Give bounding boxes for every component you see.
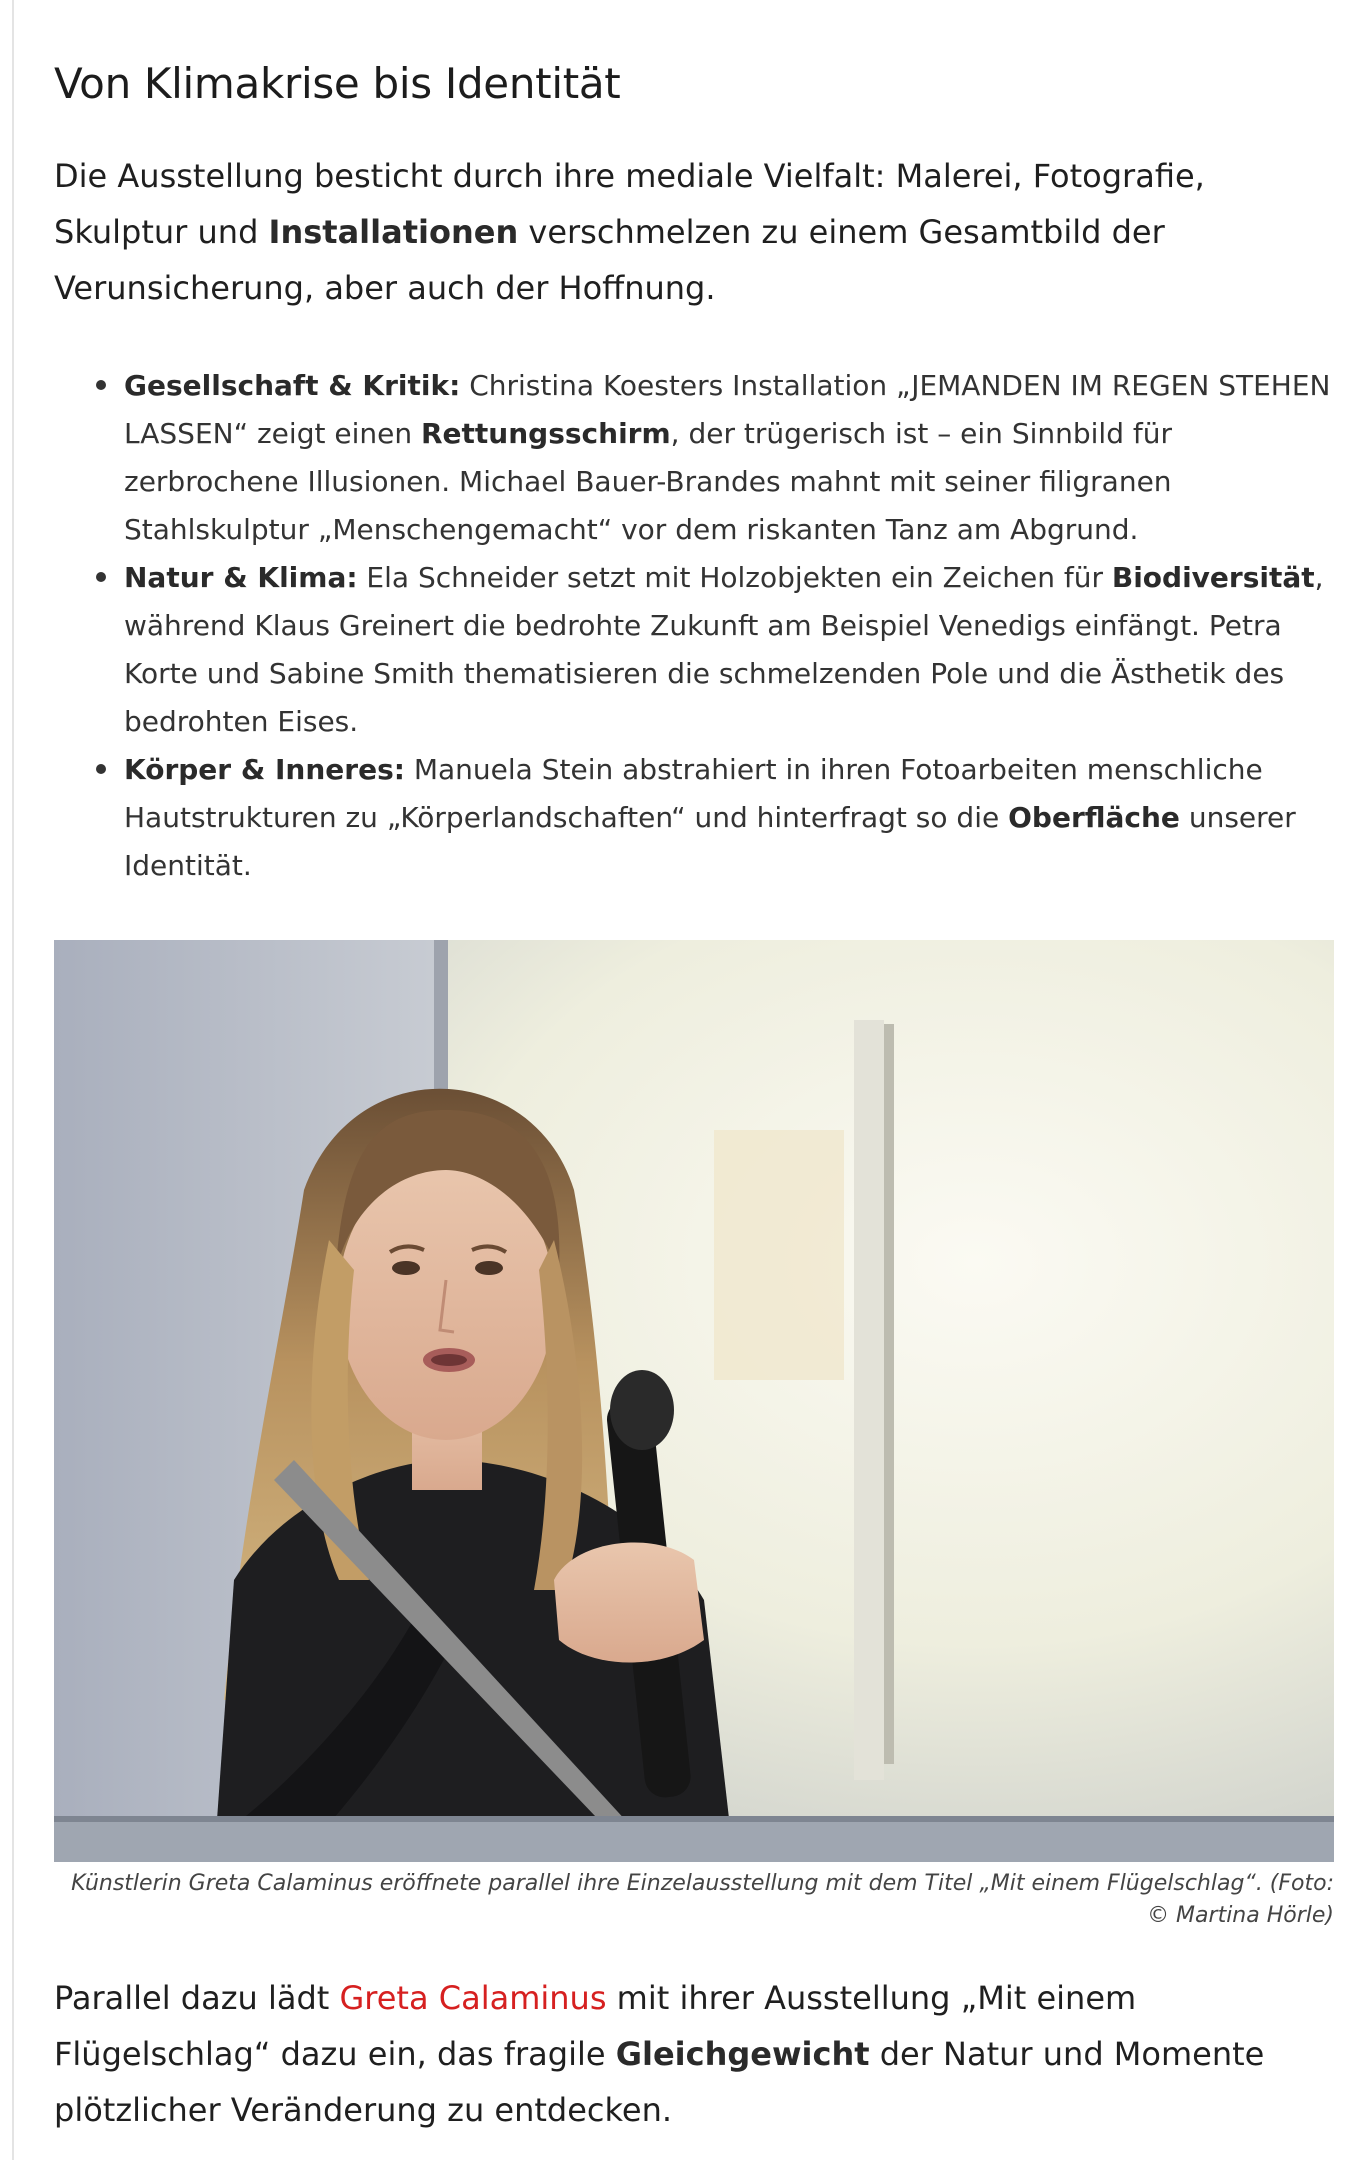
list-item-text: unserer Identität. — [124, 801, 1296, 882]
artist-link-greta-calaminus[interactable]: Greta Calaminus — [339, 1979, 607, 2017]
list-item-label: Körper & Inneres: — [124, 753, 405, 786]
outro-text-1: Parallel dazu lädt — [54, 1979, 340, 2017]
page-left-border — [12, 0, 14, 2160]
list-item-text: Christina Koesters Installation „JEMANDEN IM REGEN STEHEN LASSEN“ zeigt einen — [124, 369, 1331, 450]
list-item-bold: Biodiversität — [1111, 561, 1315, 594]
outro-bold-gleichgewicht: Gleichgewicht — [615, 2035, 870, 2073]
theme-list — [96, 362, 1336, 890]
list-item — [96, 362, 1336, 554]
list-item-text: , während Klaus Greinert die bedrohte Zukunft am Beispiel Venedigs einfängt. Petra Korte und Sabine Smith thematisieren die schmelzenden Pole und die Ästhetik des bedrohten Eises. — [124, 561, 1324, 738]
intro-text-1: Die Ausstellung besticht durch ihre mediale Vielfalt: Malerei, Fotografie, Skulptur und — [54, 157, 1205, 251]
bullet-icon — [96, 764, 106, 774]
bullet-icon — [96, 572, 106, 582]
caption-line: Künstlerin Greta Calaminus eröffnete parallel ihre Einzelausstellung mit dem Titel „Mit einem Flügelschlag“. (Foto: — [71, 1871, 1334, 1896]
list-item-bold: Oberfläche — [1008, 801, 1180, 834]
outro-paragraph — [54, 1970, 1314, 2138]
intro-paragraph — [54, 148, 1314, 316]
list-item-text: , der trügerisch ist – ein Sinnbild für zerbrochene Illusionen. Michael Bauer-Brandes mahnt mit seiner filigranen Stahlskulptur „Menschengemacht“ vor dem riskanten Tanz am Abgrund. — [124, 417, 1172, 546]
list-item-text: Ela Schneider setzt mit Holzobjekten ein Zeichen für — [357, 561, 1112, 594]
list-item-label: Gesellschaft & Kritik: — [124, 369, 461, 402]
list-item — [96, 554, 1336, 746]
section-heading: Von Klimakrise bis Identität — [54, 59, 621, 108]
outro-text-2: mit ihrer Ausstellung „Mit einem Flügelschlag“ dazu ein, das fragile — [54, 1979, 1137, 2073]
list-item-bold: Rettungsschirm — [420, 417, 671, 450]
list-item — [96, 746, 1336, 890]
intro-bold-installationen: Installationen — [268, 213, 519, 251]
caption-credit: © Martina Hörle) — [1147, 1903, 1334, 1928]
list-item-label: Natur & Klima: — [124, 561, 358, 594]
outro-text-3: der Natur und Momente plötzlicher Veränderung zu entdecken. — [54, 2035, 1265, 2129]
intro-text-2: verschmelzen zu einem Gesamtbild der Verunsicherung, aber auch der Hoffnung. — [54, 213, 1165, 307]
list-item-text: Manuela Stein abstrahiert in ihren Fotoarbeiten menschliche Hautstrukturen zu „Körperlandschaften“ und hinterfragt so die — [124, 753, 1263, 834]
photo-caption — [54, 1868, 1334, 1932]
article-photo — [54, 940, 1334, 1862]
bullet-icon — [96, 380, 106, 390]
speaker-photo-illustration — [54, 940, 1334, 1862]
